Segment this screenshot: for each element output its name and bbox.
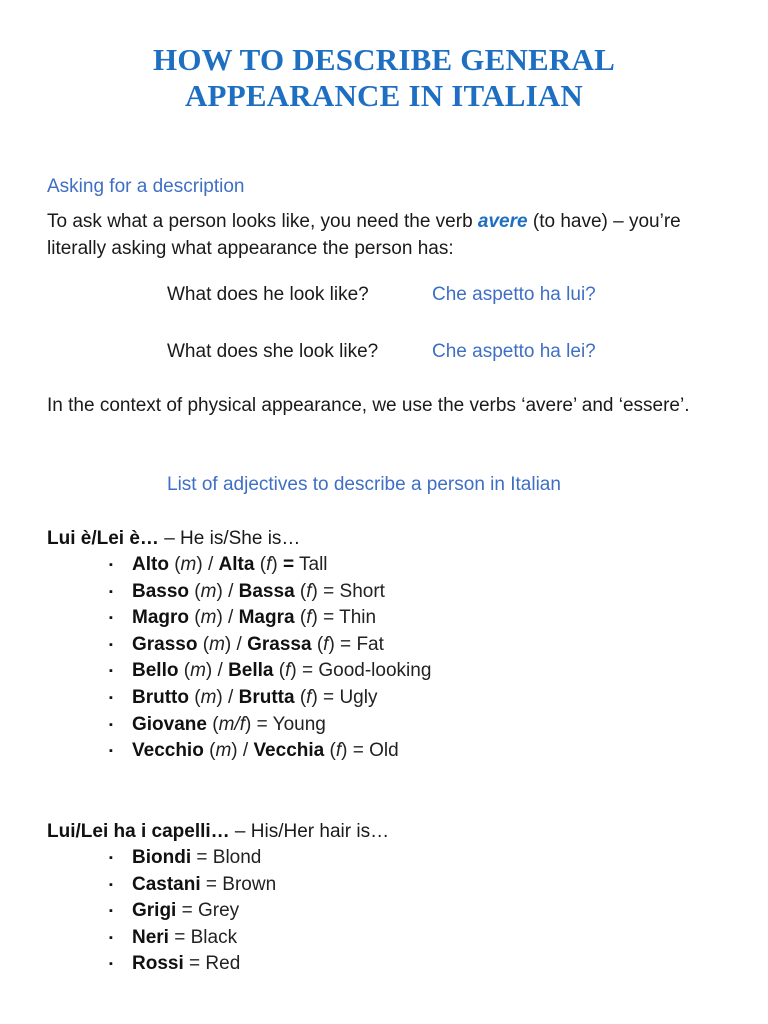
gender-tag: m	[190, 660, 206, 682]
adjective-feminine: Magra	[238, 607, 295, 629]
gender-tag: f	[285, 660, 291, 682]
adjective-feminine: Alta	[218, 554, 255, 575]
list-item: ▪ Vecchio (m) / Vecchia (f) = Old	[106, 738, 431, 765]
question-she-english: What does she look like?	[167, 341, 379, 362]
adjective-feminine: Vecchia	[253, 740, 325, 762]
hair-intro-bold: Lui/Lei ha i capelli…	[47, 821, 230, 842]
question-she-italian: Che aspetto ha lei?	[432, 341, 596, 362]
question-he-italian: Che aspetto ha lui?	[432, 284, 596, 305]
adjective-list	[106, 552, 431, 765]
bullet-icon: ▪	[109, 638, 113, 651]
adjective-masculine: Brutto	[132, 686, 189, 708]
adjective-feminine: Grassa	[247, 633, 312, 655]
gender-tag: m	[215, 740, 232, 762]
bullet-icon: ▪	[109, 585, 113, 598]
gender-tag: f	[306, 580, 312, 602]
context-paragraph: In the context of physical appearance, we use the verbs ‘avere’ and ‘essere’.	[47, 395, 690, 416]
gender-tag: m	[200, 607, 217, 629]
hair-color-italian: Grigi	[132, 900, 177, 922]
bullet-icon: ▪	[109, 691, 113, 704]
adjective-masculine: Magro	[132, 607, 189, 629]
adjectives-intro-rest: – He is/She is…	[158, 528, 301, 549]
equals-sign: =	[323, 580, 335, 602]
english-meaning: Short	[339, 580, 385, 602]
adjective-feminine: Brutta	[238, 686, 295, 708]
english-meaning: Thin	[339, 607, 377, 629]
page-title-line-1: HOW TO DESCRIBE GENERAL	[153, 42, 615, 77]
adjective-masculine: Vecchio	[132, 740, 204, 762]
english-meaning: Young	[272, 713, 326, 735]
hair-color-italian: Neri	[132, 926, 169, 948]
equals-sign: =	[301, 660, 314, 682]
list-item: ▪ Brutto (m) / Brutta (f) = Ugly	[106, 685, 431, 712]
list-item: ▪ Neri = Black	[106, 925, 276, 952]
list-item: ▪ Rossi = Red	[106, 951, 276, 978]
adjective-feminine: Bella	[228, 660, 274, 682]
hair-color-list	[106, 845, 276, 978]
hair-color-italian: Rossi	[132, 953, 184, 975]
adjective-feminine: Bassa	[238, 580, 295, 602]
adjective-masculine: Alto	[132, 554, 169, 575]
bullet-icon: ▪	[109, 878, 113, 891]
intro-paragraph	[47, 208, 737, 262]
gender-tag: f	[306, 686, 312, 708]
bullet-icon: ▪	[109, 665, 113, 678]
english-meaning: Tall	[299, 554, 328, 575]
gender-tag: m	[200, 580, 217, 602]
bullet-icon: ▪	[109, 958, 113, 971]
gender-tag: f	[306, 607, 312, 629]
bullet-icon: ▪	[109, 612, 113, 625]
adjective-masculine: Basso	[132, 580, 190, 602]
english-meaning: Old	[369, 740, 399, 762]
english-meaning: Fat	[356, 633, 384, 655]
english-meaning: Red	[205, 953, 241, 975]
section-heading-asking: Asking for a description	[47, 176, 245, 197]
equals-sign: =	[256, 713, 268, 735]
gender-tag: m	[209, 633, 225, 655]
english-meaning: Grey	[198, 900, 240, 922]
gender-tag: m	[200, 686, 217, 708]
list-item: ▪ Giovane (m/f) = Young	[106, 712, 431, 739]
english-meaning: Good-looking	[318, 660, 432, 682]
gender-tag: m	[180, 554, 197, 575]
equals-sign: =	[282, 554, 295, 575]
gender-tag: f	[266, 554, 272, 575]
intro-text-before: To ask what a person looks like, you need the verb	[47, 211, 478, 232]
adjectives-intro-bold: Lui è/Lei è…	[47, 528, 159, 549]
hair-intro	[47, 821, 389, 843]
verb-avere: avere	[477, 211, 528, 232]
bullet-icon: ▪	[109, 931, 113, 944]
adjective-masculine: Grasso	[132, 633, 198, 655]
adjective-common: Giovane	[132, 713, 207, 735]
english-meaning: Ugly	[339, 686, 378, 708]
equals-sign: =	[323, 607, 335, 629]
english-meaning: Brown	[222, 873, 277, 895]
bullet-icon: ▪	[109, 559, 113, 571]
list-item: ▪ Magro (m) / Magra (f) = Thin	[106, 605, 431, 632]
equals-sign: =	[352, 740, 364, 762]
intro-text-after: (to have) – you’re literally asking what appearance the person has:	[47, 211, 681, 259]
hair-color-italian: Biondi	[132, 847, 192, 868]
equals-sign: =	[323, 686, 335, 708]
list-item: ▪ Basso (m) / Bassa (f) = Short	[106, 579, 431, 606]
question-he-english: What does he look like?	[167, 284, 369, 305]
bullet-icon: ▪	[109, 718, 113, 731]
adjectives-intro	[47, 528, 300, 550]
english-meaning: Blond	[212, 847, 262, 868]
list-item: ▪ Alto (m) / Alta (f) = Tall	[106, 552, 431, 579]
bullet-icon: ▪	[109, 745, 113, 758]
hair-intro-rest: – His/Her hair is…	[229, 821, 390, 842]
section-heading-adjectives: List of adjectives to describe a person in Italian	[167, 474, 561, 495]
adjective-masculine: Bello	[132, 660, 179, 682]
list-item: ▪ Grasso (m) / Grassa (f) = Fat	[106, 632, 431, 659]
bullet-icon: ▪	[109, 852, 113, 864]
page-title-line-2: APPEARANCE IN ITALIAN	[184, 78, 584, 113]
list-item: ▪ Castani = Brown	[106, 872, 276, 899]
list-item: ▪ Biondi = Blond	[106, 845, 276, 872]
gender-tag: m/f	[218, 713, 245, 735]
bullet-icon: ▪	[109, 905, 113, 918]
gender-tag: f	[323, 633, 329, 655]
equals-sign: =	[340, 633, 352, 655]
list-item: ▪ Bello (m) / Bella (f) = Good-looking	[106, 658, 431, 685]
gender-tag: f	[335, 740, 342, 762]
english-meaning: Black	[190, 926, 238, 948]
page-title	[0, 42, 768, 114]
hair-color-italian: Castani	[132, 873, 201, 895]
list-item: ▪ Grigi = Grey	[106, 898, 276, 925]
